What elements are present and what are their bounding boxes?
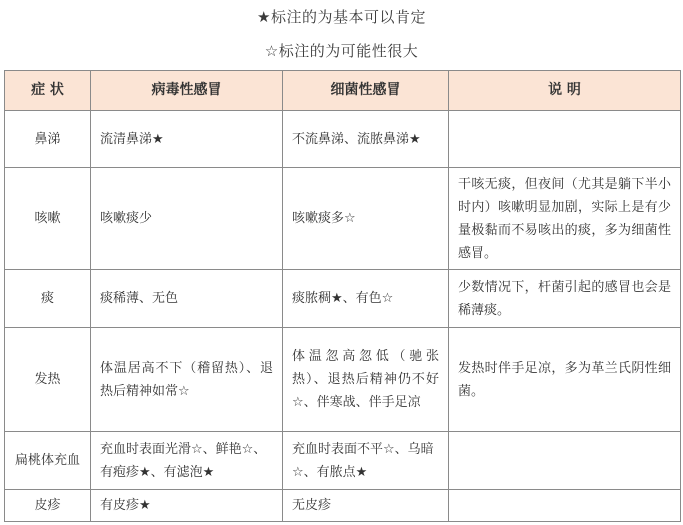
table-row xyxy=(5,270,681,328)
table-row xyxy=(5,328,681,432)
bacterial-cell: 不流鼻涕、流脓鼻涕★ xyxy=(283,111,449,168)
bacterial-cell: 无皮疹 xyxy=(283,490,449,522)
header-explanation: 说 明 xyxy=(449,71,681,111)
symptom-cell: 扁桃体充血 xyxy=(5,432,91,490)
explanation-cell: 发热时伴手足凉，多为革兰氏阴性细菌。 xyxy=(449,328,681,432)
viral-cell: 体温居高不下（稽留热）、退热后精神如常☆ xyxy=(91,328,283,432)
bacterial-cell: 体温忽高忽低（驰张热）、退热后精神仍不好☆、伴寒战、伴手足凉 xyxy=(283,328,449,432)
table-row xyxy=(5,111,681,168)
legend-solid-star-note: ★标注的为基本可以肯定 xyxy=(257,8,426,26)
explanation-cell xyxy=(449,490,681,522)
viral-cell: 充血时表面光滑☆、鲜艳☆、有疱疹★、有滤泡★ xyxy=(91,432,283,490)
header-viral-cold: 病毒性感冒 xyxy=(91,71,283,111)
symptom-cell: 咳嗽 xyxy=(5,168,91,270)
symptom-cell: 鼻涕 xyxy=(5,111,91,168)
explanation-cell xyxy=(449,432,681,490)
table-header-row xyxy=(5,71,681,111)
explanation-cell xyxy=(449,111,681,168)
viral-cell: 痰稀薄、无色 xyxy=(91,270,283,328)
table-row xyxy=(5,490,681,522)
legend-hollow-star-note: ☆标注的为可能性很大 xyxy=(264,42,419,60)
table-row xyxy=(5,168,681,270)
explanation-cell: 干咳无痰，但夜间（尤其是躺下半小时内）咳嗽明显加剧，实际上是有少量极黏而不易咳出的痰，多为细菌性感冒。 xyxy=(449,168,681,270)
viral-cell: 流清鼻涕★ xyxy=(91,111,283,168)
symptom-cell: 发热 xyxy=(5,328,91,432)
symptom-comparison-table xyxy=(4,70,681,522)
bacterial-cell: 咳嗽痰多☆ xyxy=(283,168,449,270)
table-row xyxy=(5,432,681,490)
bacterial-cell: 充血时表面不平☆、乌暗☆、有脓点★ xyxy=(283,432,449,490)
header-symptom: 症 状 xyxy=(5,71,91,111)
viral-cell: 有皮疹★ xyxy=(91,490,283,522)
viral-cell: 咳嗽痰少 xyxy=(91,168,283,270)
header-bacterial-cold: 细菌性感冒 xyxy=(283,71,449,111)
symptom-cell: 痰 xyxy=(5,270,91,328)
bacterial-cell: 痰脓稠★、有色☆ xyxy=(283,270,449,328)
explanation-cell: 少数情况下，杆菌引起的感冒也会是稀薄痰。 xyxy=(449,270,681,328)
symptom-cell: 皮疹 xyxy=(5,490,91,522)
